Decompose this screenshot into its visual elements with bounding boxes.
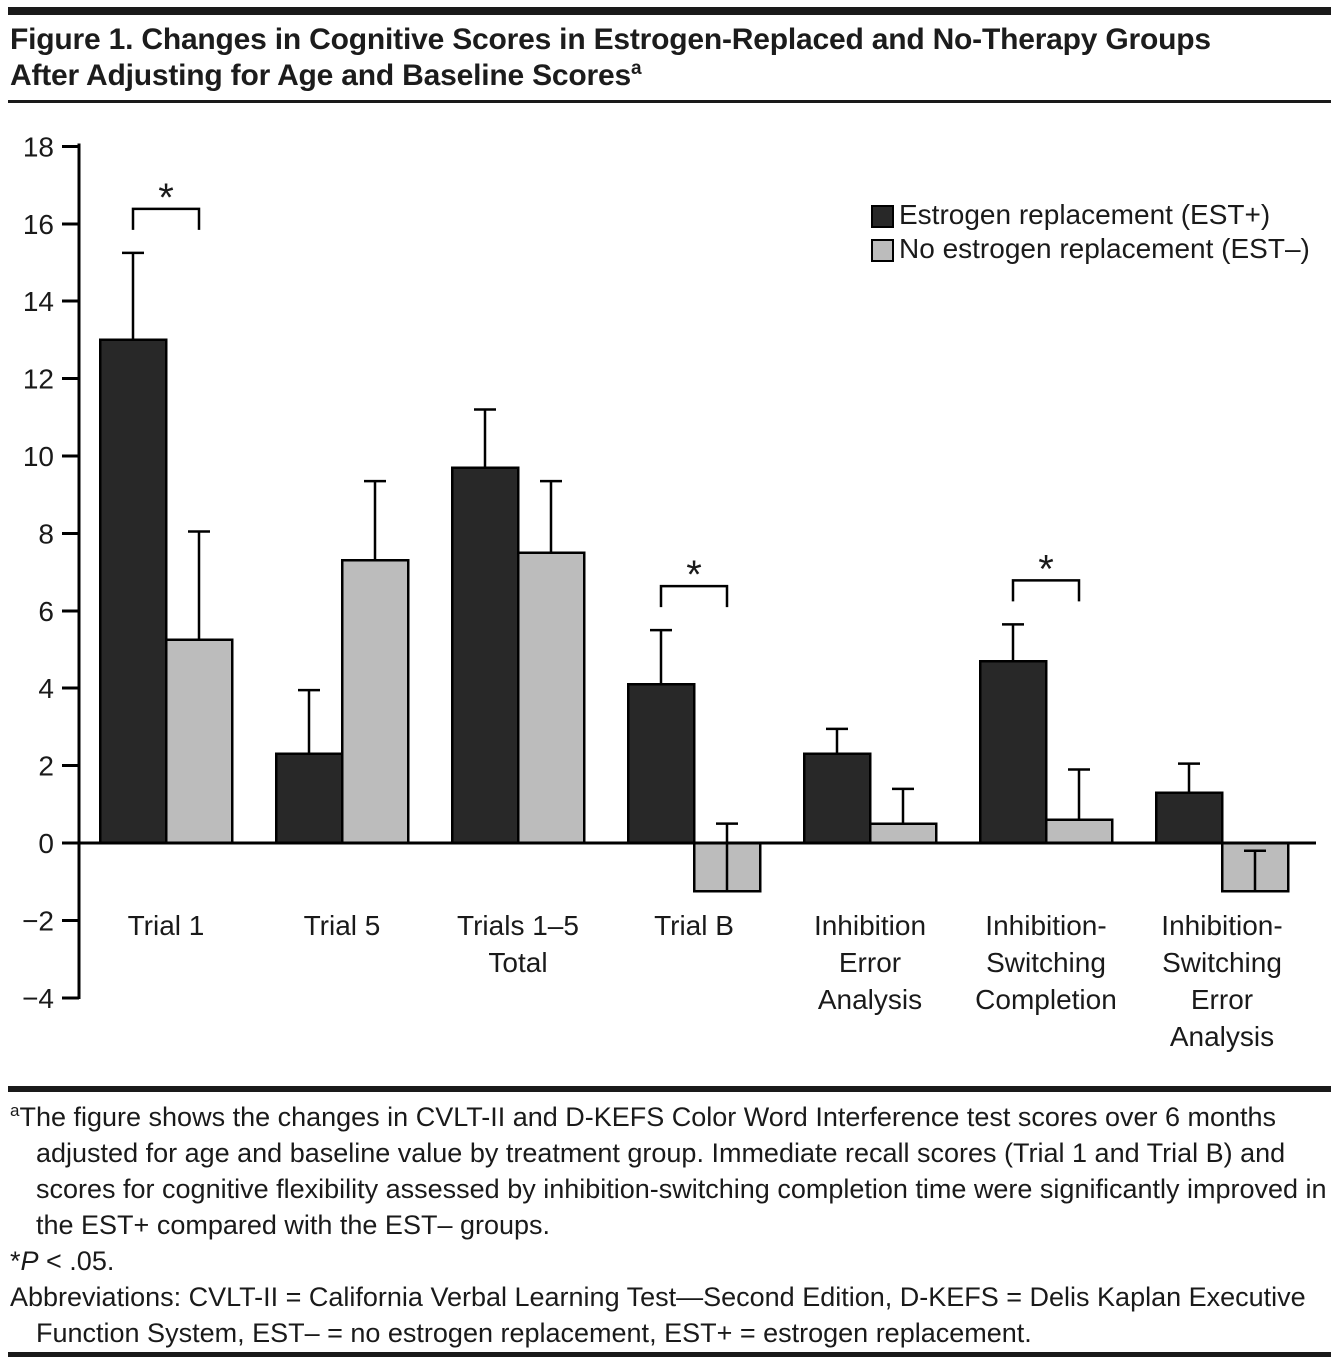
footnote-pvalue-star: * <box>10 1246 21 1276</box>
bar-chart <box>0 130 1339 1080</box>
significance-asterisk: * <box>158 175 174 220</box>
bar-series0-group5 <box>980 661 1046 843</box>
x-axis-label: Trial 5 <box>303 910 381 941</box>
y-axis-tick-label: 2 <box>38 750 54 782</box>
legend-label: Estrogen replacement (EST+) <box>899 199 1271 230</box>
bar-series1-group4 <box>870 824 936 843</box>
y-axis-tick-label: 0 <box>38 828 54 859</box>
significance-asterisk: * <box>1038 547 1054 592</box>
legend-swatch-icon <box>872 206 893 227</box>
figure-title <box>10 22 1275 94</box>
top-border-rule <box>8 7 1331 15</box>
y-axis-tick-label: 16 <box>22 208 54 240</box>
y-axis-tick-label: 10 <box>22 441 54 472</box>
bar-series1-group0 <box>166 640 232 843</box>
legend-swatch-icon <box>872 240 893 261</box>
footnote-pvalue-symbol: P <box>20 1246 39 1276</box>
figure-title-text: Figure 1. Changes in Cognitive Scores in Estrogen-Replaced and No-Therapy Groups After Adjusting for Age and Baseline Scores <box>10 23 1211 92</box>
footnote-a <box>10 1099 1328 1243</box>
footnote-divider-rule <box>8 1086 1331 1092</box>
footnote-abbreviations: Abbreviations: CVLT-II = California Verbal Learning Test—Second Edition, D-KEFS = Delis Kaplan Executive Function System, EST– = no estrogen replacement, EST+ = estrogen replacement. <box>10 1282 1306 1348</box>
bar-series0-group1 <box>276 754 342 843</box>
y-axis-tick-label: 18 <box>22 131 54 163</box>
footnote-pvalue-rest: < .05. <box>38 1246 115 1276</box>
bar-series0-group6 <box>1156 793 1222 843</box>
bottom-border-rule <box>8 1352 1331 1357</box>
x-axis-label: Inhibition-Switching Completion <box>975 910 1117 1015</box>
footnote-a-superscript: a <box>10 1101 20 1120</box>
bar-series0-group3 <box>628 684 694 843</box>
x-axis-label: Trial B <box>654 910 734 941</box>
title-divider-rule <box>8 100 1331 103</box>
x-axis-label: Trials 1–5 Total <box>457 910 579 978</box>
y-axis-tick-label: 4 <box>38 673 54 705</box>
y-axis-tick-label: 6 <box>38 595 54 627</box>
x-axis-label: Trial 1 <box>127 910 205 941</box>
bar-series0-group4 <box>804 754 870 843</box>
bar-series1-group5 <box>1046 820 1112 843</box>
footnote-a-text: The figure shows the changes in CVLT-II and D-KEFS Color Word Interference test scores over 6 months adjusted for age and baseline value by treatment group. Immediate recall scores (Trial 1 and Trial B) and scores for cognitive flexibility assessed by inhibition-switching completion time were significantly improved in the EST+ compared with the EST– groups. <box>19 1102 1327 1240</box>
y-axis-tick-label: −2 <box>22 905 54 937</box>
y-axis-tick-label: 14 <box>22 286 54 318</box>
x-axis-label: Inhibition Error Analysis <box>813 910 927 1015</box>
y-axis-tick-label: 12 <box>22 363 54 395</box>
y-axis-tick-label: −4 <box>22 982 54 1014</box>
chart-area <box>0 130 1339 1080</box>
y-axis-tick-label: 8 <box>38 518 54 550</box>
bar-series1-group1 <box>342 560 408 843</box>
legend-label: No estrogen replacement (EST–) <box>899 233 1310 264</box>
bar-series1-group2 <box>518 553 584 843</box>
x-axis-label: Inhibition-Switching Error Analysis <box>1161 910 1283 1052</box>
bar-series0-group0 <box>100 340 166 843</box>
bar-series0-group2 <box>452 468 518 843</box>
significance-asterisk: * <box>686 553 702 598</box>
figure-title-superscript: a <box>630 58 642 79</box>
footnote-pvalue <box>10 1243 1328 1279</box>
footnotes <box>10 1099 1328 1351</box>
